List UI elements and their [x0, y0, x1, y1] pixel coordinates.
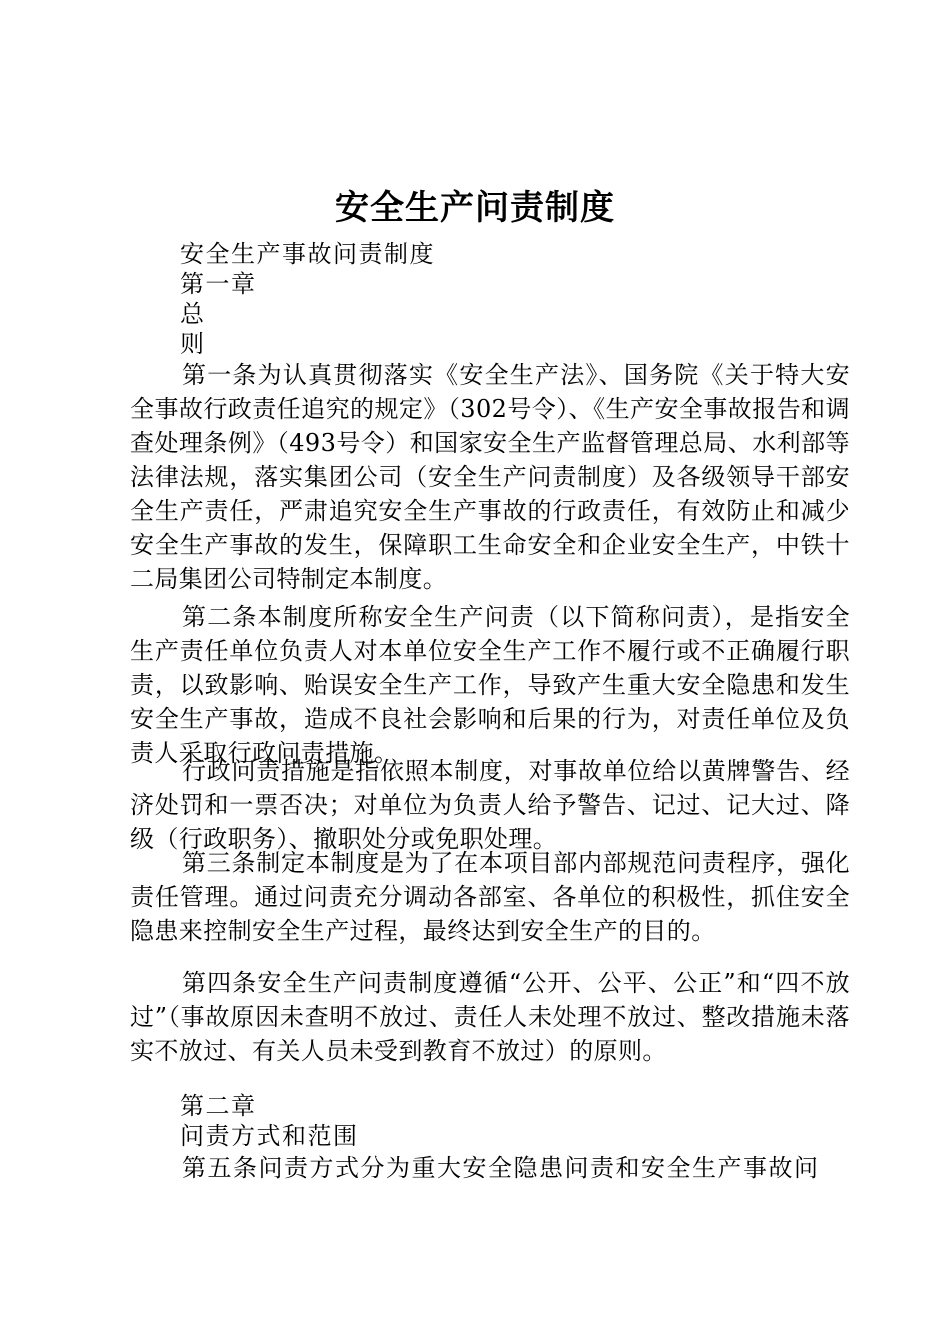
chapter-title: 问责方式和范围	[180, 1122, 359, 1150]
article-paragraph: 第四条安全生产问责制度遵循“公开、公平、公正”和“四不放过”（事故原因未查明不放过、责任人未处理不放过、整改措施未落实不放过、有关人员未受到教育不放过）的原则。	[130, 969, 850, 1065]
document-title: 安全生产问责制度	[335, 188, 615, 228]
article-paragraph: 行政问责措施是指依照本制度，对事故单位给以黄牌警告、经济处罚和一票否决；对单位为负责人给予警告、记过、记大过、降级（行政职务）、撤职处分或免职处理。	[130, 757, 850, 853]
article-paragraph: 第三条制定本制度是为了在本项目部内部规范问责程序，强化责任管理。通过问责充分调动各部室、各单位的积极性，抓住安全隐患来控制安全生产过程，最终达到安全生产的目的。	[130, 849, 850, 945]
chapter-heading: 第二章	[180, 1092, 257, 1120]
chapter-heading: 第一章	[180, 270, 257, 298]
article-paragraph: 第五条问责方式分为重大安全隐患问责和安全生产事故问	[182, 1154, 820, 1182]
article-paragraph: 第二条本制度所称安全生产问责（以下简称问责），是指安全生产责任单位负责人对本单位安全生产工作不履行或不正确履行职责，以致影响、贻误安全生产工作，导致产生重大安全隐患和发生安全生产事故，造成不良社会影响和后果的行为，对责任单位及负责人采取行政问责措施。	[130, 603, 850, 767]
chapter-title-part: 则	[180, 330, 206, 358]
document-subtitle: 安全生产事故问责制度	[180, 240, 435, 268]
chapter-title-part: 总	[180, 300, 206, 328]
article-paragraph: 第一条为认真贯彻落实《安全生产法》、国务院《关于特大安全事故行政责任追究的规定》（302号令）、《生产安全事故报告和调查处理条例》（493号令）和国家安全生产监督管理总局、水利部等法律法规，落实集团公司（安全生产问责制度）及各级领导干部安全生产责任，严肃追究安全生产事故的行政责任，有效防止和减少安全生产事故的发生，保障职工生命安全和企业安全生产，中铁十二局集团公司特制定本制度。	[130, 361, 850, 593]
